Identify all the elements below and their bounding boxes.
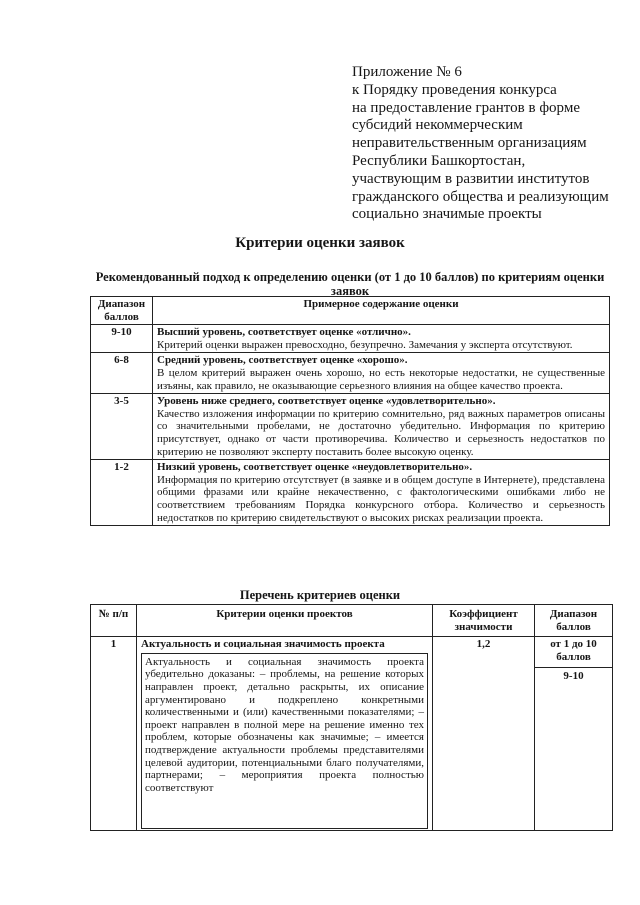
criterion-coefficient — [433, 637, 535, 831]
page-subtitle: Рекомендованный подход к определению оценки (от 1 до 10 баллов) по критериям оценки заявок — [95, 270, 605, 298]
appendix-line: неправительственным организациям — [352, 135, 587, 152]
score-range: 9-10 — [91, 325, 153, 353]
header-range: Диапазон баллов — [91, 297, 153, 325]
appendix-line: социально значимые проекты — [352, 206, 542, 223]
appendix-line: к Порядку проведения конкурса — [352, 81, 557, 98]
appendix-line: субсидий некоммерческим — [352, 117, 523, 134]
table-header-row — [91, 297, 610, 325]
appendix-line: Республики Башкортостан, — [352, 152, 526, 169]
score-description — [153, 394, 610, 460]
score-level: Уровень ниже среднего, соответствует оценке «удовлетворительно». — [157, 395, 496, 408]
header-criteria: Критерии оценки проектов — [137, 605, 433, 637]
appendix-line: гражданского общества и реализующим — [352, 188, 609, 205]
score-text: Информация по критерию отсутствует (в заявке и в общем доступе в Интернете), представлена общими фразами или крайне некачественно, с фактологическими ошибками либо не соответствием требованиям Порядка конкурсного отбора. Количество и серьезность недостатков по критерию свидетельствуют о высоких рисках реализации проекта. — [157, 473, 605, 524]
table-header-row — [91, 605, 613, 637]
header-num: № п/п — [91, 605, 137, 637]
appendix-line: на предоставление грантов в форме — [352, 99, 580, 116]
score-range: 3-5 — [91, 394, 153, 460]
table-row — [91, 637, 613, 831]
score-description — [153, 460, 610, 526]
range-value: от 1 до 10 баллов — [550, 638, 597, 663]
score-description — [153, 325, 610, 353]
criterion-title — [137, 637, 433, 831]
criterion-subtext: Актуальность и социальная значимость проекта убедительно доказаны: – проблемы, на решение которых направлен проект, детально раскрыты, их описание аргументировано и подкреплено конкретными количественными и (или) качественными показателями; – проект направлен в полной мере на решение именно тех проблем, которые обозначены как значимые; – имеется подтверждение актуальности проблемы представителями целевой аудитории, потенциальными благо получателями, партнерами; – мероприятия проекта полностью соответствуют — [141, 653, 428, 829]
header-range: Диапазон баллов — [535, 605, 613, 637]
criterion-number: 1 — [91, 637, 137, 831]
score-level: Низкий уровень, соответствует оценке «неудовлетворительно». — [157, 461, 473, 474]
page-title: Критерии оценки заявок — [235, 235, 405, 251]
score-range: 6-8 — [91, 353, 153, 394]
coefficient-value: 1,2 — [476, 638, 491, 651]
appendix-line: Приложение № 6 — [352, 64, 462, 80]
score-level: Высший уровень, соответствует оценке «отлично». — [157, 326, 411, 339]
score-text: Критерий оценки выражен превосходно, безупречно. Замечания у эксперта отсутствуют. — [157, 338, 573, 351]
appendix-note — [352, 64, 632, 224]
scoring-scale-table — [90, 296, 610, 526]
criterion-title-text: Актуальность и социальная значимость проекта — [141, 638, 385, 651]
sub-range: 9-10 — [535, 667, 612, 683]
appendix-line: участвующим в развитии институтов — [352, 170, 590, 187]
score-range: 1-2 — [91, 460, 153, 526]
table-row — [91, 460, 610, 526]
score-description — [153, 353, 610, 394]
table-row — [91, 353, 610, 394]
table-row — [91, 394, 610, 460]
criteria-table — [90, 604, 613, 831]
criteria-list-title: Перечень критериев оценки — [239, 588, 401, 602]
score-text: В целом критерий выражен очень хорошо, но есть некоторые недостатки, не существенные изъяны, как правило, не оказывающие серьезного влияния на общее качество проекта. — [157, 366, 605, 392]
score-text: Качество изложения информации по критерию сомнительно, ряд важных параметров описаны со значительными пробелами, не достаточно убедительно. Информация по критерию присутствует, однако от части противоречива. Количество и серьезность недостатков по критерию не позволяют эксперту поставить более высокую оценку. — [157, 407, 605, 458]
score-level: Средний уровень, соответствует оценке «хорошо». — [157, 354, 408, 367]
header-coef: Коэффициент значимости — [433, 605, 535, 637]
criterion-range — [535, 637, 613, 831]
table-row — [91, 325, 610, 353]
header-content: Примерное содержание оценки — [153, 297, 610, 325]
